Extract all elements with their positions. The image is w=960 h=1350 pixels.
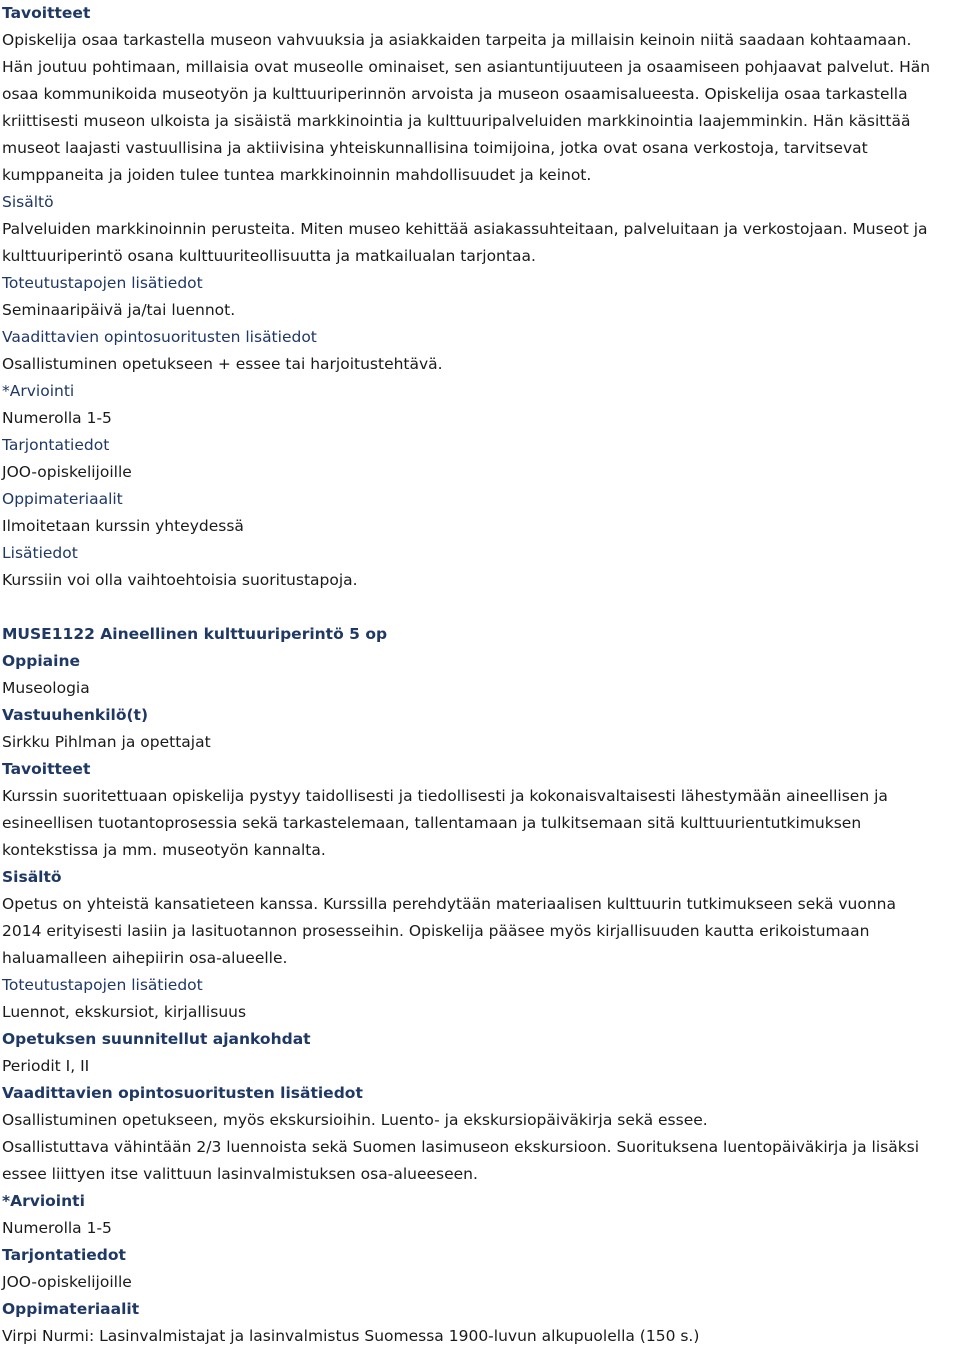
tarjonta-text: JOO-opiskelijoille: [2, 463, 132, 481]
arviointi-text: Numerolla 1-5: [2, 1219, 112, 1237]
sisalto-line: haluamalleen aihepiirin osa-alueelle.: [2, 949, 288, 967]
tavoitteet-line: kriittisesti museon ulkoista ja sisäistä markkinointia ja kulttuuripalveluiden markkinointia laajemminkin. Hän käsittää: [2, 112, 911, 130]
tavoitteet-line: esineellisen tuotantoprosessia sekä tarkastelemaan, tallentamaan ja tulkitsemaan sitä kulttuurientutkimuksen: [2, 814, 862, 832]
vastuu-heading: Vastuuhenkilö(t): [2, 706, 149, 724]
vaadittavien-line: Osallistuttava vähintään 2/3 luennoista sekä Suomen lasimuseon ekskursioon. Suorituksena luentopäiväkirja ja lisäksi: [2, 1138, 920, 1156]
tarjonta-heading: Tarjontatiedot: [2, 1246, 126, 1264]
tavoitteet-line: Opiskelija osaa tarkastella museon vahvuuksia ja asiakkaiden tarpeita ja millaisin keinoin niitä saadaan kohtaamaan.: [2, 31, 912, 49]
ajankohdat-heading: Opetuksen suunnitellut ajankohdat: [2, 1030, 311, 1048]
lisatiedot-text: Kurssiin voi olla vaihtoehtoisia suoritustapoja.: [2, 571, 358, 589]
section-gap: [2, 594, 956, 621]
vaadittavien-line: Osallistuminen opetukseen, myös ekskursioihin. Luento- ja ekskursiopäiväkirja sekä essee.: [2, 1111, 708, 1129]
vastuu-text: Sirkku Pihlman ja opettajat: [2, 733, 211, 751]
toteutus-heading: Toteutustapojen lisätiedot: [2, 976, 203, 994]
sisalto-heading: Sisältö: [2, 868, 62, 886]
arviointi-heading: *Arviointi: [2, 1192, 85, 1210]
tavoitteet-heading: Tavoitteet: [2, 4, 91, 22]
document-page: [2, 0, 956, 1350]
toteutus-heading: Toteutustapojen lisätiedot: [2, 274, 203, 292]
oppimateriaalit-text: Virpi Nurmi: Lasinvalmistajat ja lasinvalmistus Suomessa 1900-luvun alkupuolella (150 s.): [2, 1327, 700, 1345]
sisalto-line: Opetus on yhteistä kansatieteen kanssa. Kurssilla perehdytään materiaalisen kulttuurin tutkimukseen sekä vuonna: [2, 895, 896, 913]
toteutus-text: Luennot, ekskursiot, kirjallisuus: [2, 1003, 247, 1021]
arviointi-heading: *Arviointi: [2, 382, 75, 400]
oppiaine-text: Museologia: [2, 679, 90, 697]
sisalto-heading: Sisältö: [2, 193, 54, 211]
tavoitteet-line: Hän joutuu pohtimaan, millaisia ovat museolle ominaiset, sen asiantuntijuuteen ja osaamiseen pohjaavat palvelut. Hän: [2, 58, 931, 76]
sisalto-line: kulttuuriperintö osana kulttuuriteollisuutta ja matkailualan tarjontaa.: [2, 247, 536, 265]
sisalto-line: 2014 erityisesti lasiin ja lasituotannon prosesseihin. Opiskelija pääsee myös kirjallisuuden kautta erikoistumaan: [2, 922, 870, 940]
tavoitteet-line: osaa kommunikoida museotyön ja kulttuuriperinnön arvoista ja museon osaamisalueesta. Opiskelija osaa tarkastella: [2, 85, 908, 103]
ajankohdat-text: Periodit I, II: [2, 1057, 90, 1075]
arviointi-text: Numerolla 1-5: [2, 409, 112, 427]
tarjonta-heading: Tarjontatiedot: [2, 436, 110, 454]
sisalto-line: Palveluiden markkinoinnin perusteita. Miten museo kehittää asiakassuhteitaan, palveluitaan ja verkostojaan. Museot ja: [2, 220, 928, 238]
tarjonta-text: JOO-opiskelijoille: [2, 1273, 132, 1291]
toteutus-text: Seminaaripäivä ja/tai luennot.: [2, 301, 236, 319]
vaadittavien-heading: Vaadittavien opintosuoritusten lisätiedot: [2, 1084, 363, 1102]
tavoitteet-line: museot laajasti vastuullisina ja aktiivisina yhteiskunnallisina toimijoina, jotka ovat osana verkostoja, tarvitsevat: [2, 139, 868, 157]
oppimateriaalit-heading: Oppimateriaalit: [2, 490, 123, 508]
vaadittavien-line: essee liittyen itse valittuun lasinvalmistuksen osa-alueeseen.: [2, 1165, 478, 1183]
tavoitteet-line: Kurssin suoritettuaan opiskelija pystyy taidollisesti ja tiedollisesti ja kokonaisvaltaisesti lähestymään aineellisen ja: [2, 787, 888, 805]
oppiaine-heading: Oppiaine: [2, 652, 80, 670]
vaadittavien-text: Osallistuminen opetukseen + essee tai harjoitustehtävä.: [2, 355, 443, 373]
course-title: MUSE1122 Aineellinen kulttuuriperintö 5 op: [2, 625, 388, 643]
lisatiedot-heading: Lisätiedot: [2, 544, 78, 562]
tavoitteet-heading: Tavoitteet: [2, 760, 91, 778]
oppimateriaalit-heading: Oppimateriaalit: [2, 1300, 140, 1318]
vaadittavien-heading: Vaadittavien opintosuoritusten lisätiedot: [2, 328, 317, 346]
oppimateriaalit-text: Ilmoitetaan kurssin yhteydessä: [2, 517, 244, 535]
tavoitteet-line: kontekstissa ja mm. museotyön kannalta.: [2, 841, 326, 859]
tavoitteet-line: kumppaneita ja joiden tulee tuntea markkinoinnin mahdollisuudet ja keinot.: [2, 166, 592, 184]
